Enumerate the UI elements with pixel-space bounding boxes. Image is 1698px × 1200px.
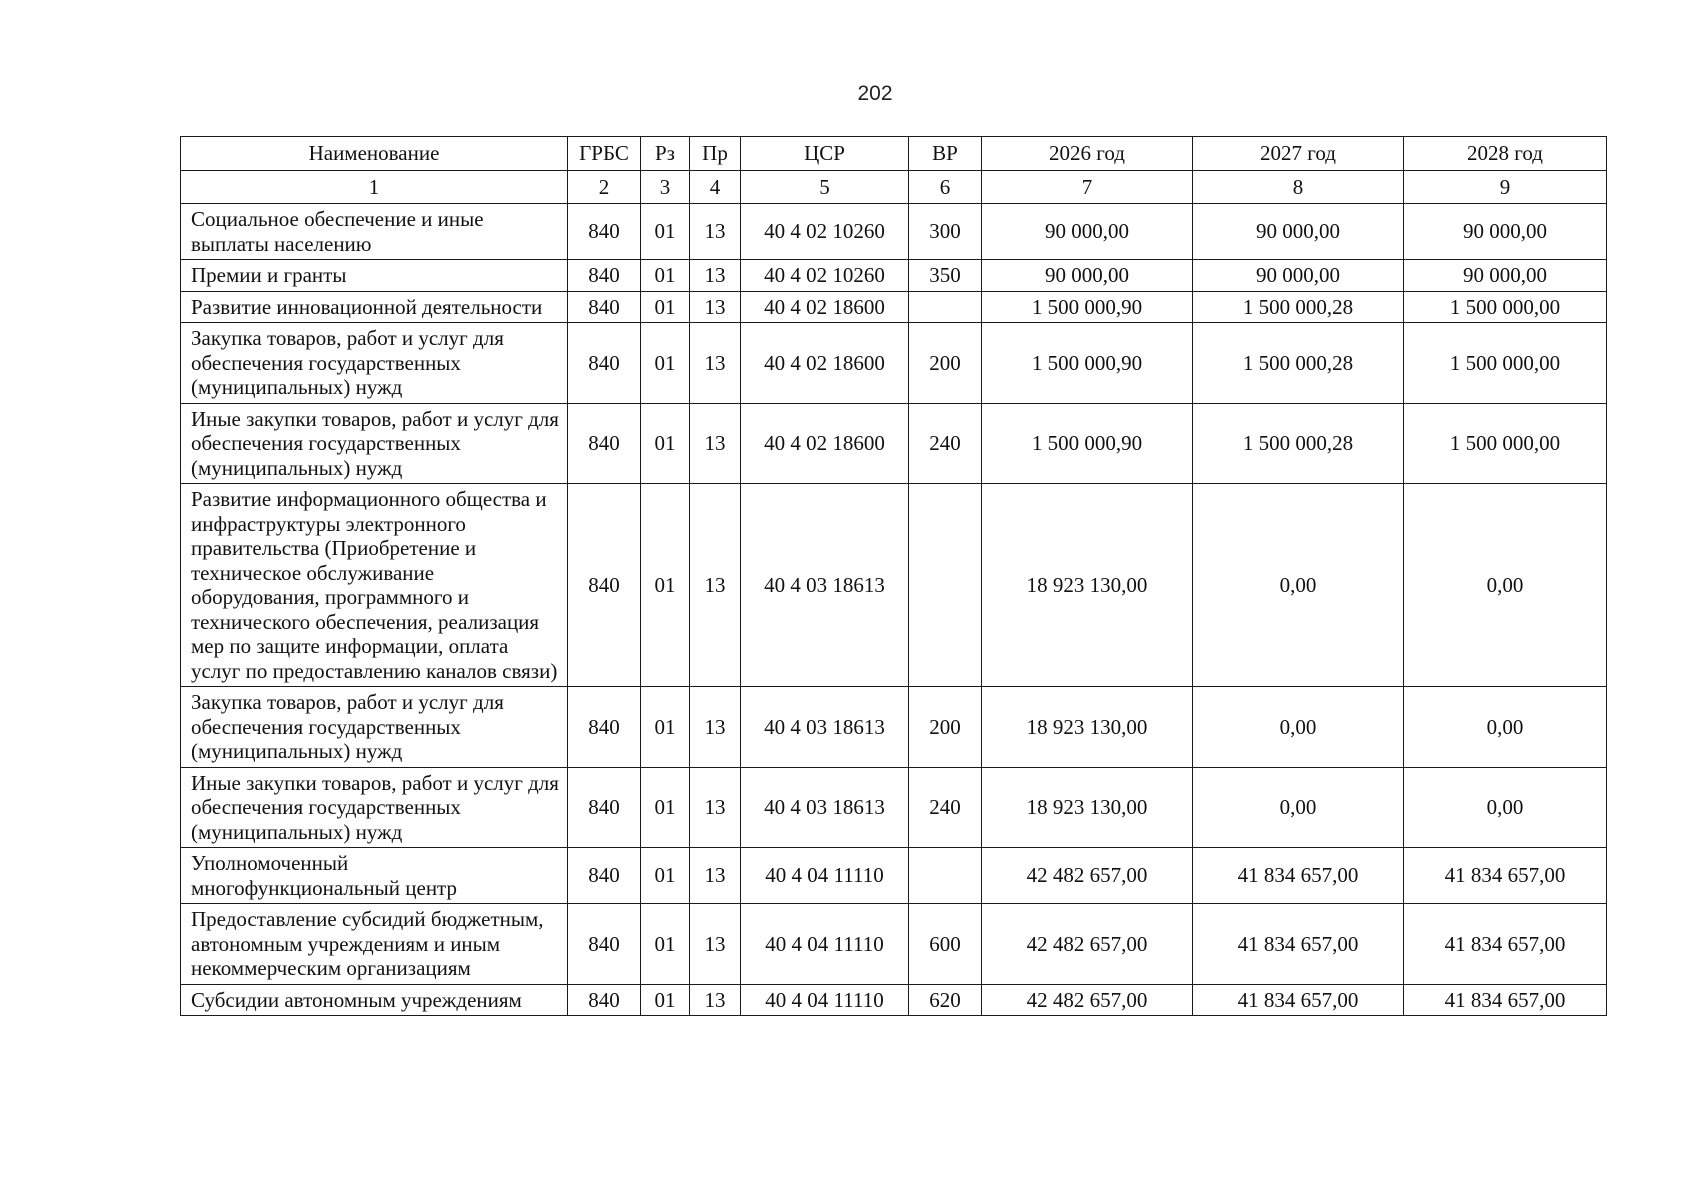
row-2028: 0,00 — [1404, 484, 1607, 687]
row-rz: 01 — [641, 904, 690, 985]
header-row — [181, 137, 1607, 171]
row-2027: 90 000,00 — [1193, 260, 1404, 292]
row-2028: 1 500 000,00 — [1404, 291, 1607, 323]
table-row — [181, 291, 1607, 323]
column-number: 8 — [1193, 171, 1404, 204]
row-csr: 40 4 02 10260 — [741, 204, 909, 260]
row-pr: 13 — [690, 687, 741, 768]
row-vr: 350 — [909, 260, 982, 292]
row-2027: 41 834 657,00 — [1193, 848, 1404, 904]
row-2026: 18 923 130,00 — [982, 687, 1193, 768]
row-2026: 1 500 000,90 — [982, 323, 1193, 404]
row-2027: 0,00 — [1193, 767, 1404, 848]
row-rz: 01 — [641, 484, 690, 687]
table-row — [181, 848, 1607, 904]
row-grbs: 840 — [568, 687, 641, 768]
header-vr: ВР — [909, 137, 982, 171]
row-vr — [909, 848, 982, 904]
row-pr: 13 — [690, 323, 741, 404]
row-rz: 01 — [641, 984, 690, 1016]
row-csr: 40 4 02 18600 — [741, 291, 909, 323]
row-name: Закупка товаров, работ и услуг для обеспечения государственных (муниципальных) нужд — [181, 687, 568, 768]
row-2026: 42 482 657,00 — [982, 984, 1193, 1016]
row-grbs: 840 — [568, 984, 641, 1016]
header-name: Наименование — [181, 137, 568, 171]
table-row — [181, 260, 1607, 292]
row-name: Социальное обеспечение и иные выплаты населению — [181, 204, 568, 260]
row-2026: 1 500 000,90 — [982, 291, 1193, 323]
column-number: 4 — [690, 171, 741, 204]
table-row — [181, 204, 1607, 260]
row-vr: 200 — [909, 687, 982, 768]
row-grbs: 840 — [568, 204, 641, 260]
row-csr: 40 4 03 18613 — [741, 687, 909, 768]
row-pr: 13 — [690, 403, 741, 484]
row-rz: 01 — [641, 291, 690, 323]
row-vr: 620 — [909, 984, 982, 1016]
row-grbs: 840 — [568, 848, 641, 904]
row-name: Предоставление субсидий бюджетным, автономным учреждениям и иным некоммерческим организациям — [181, 904, 568, 985]
row-pr: 13 — [690, 767, 741, 848]
row-2026: 18 923 130,00 — [982, 767, 1193, 848]
row-2027: 1 500 000,28 — [1193, 291, 1404, 323]
row-grbs: 840 — [568, 323, 641, 404]
row-vr: 240 — [909, 767, 982, 848]
row-2027: 1 500 000,28 — [1193, 323, 1404, 404]
row-csr: 40 4 04 11110 — [741, 984, 909, 1016]
column-number: 9 — [1404, 171, 1607, 204]
row-2028: 1 500 000,00 — [1404, 323, 1607, 404]
row-csr: 40 4 02 18600 — [741, 323, 909, 404]
row-rz: 01 — [641, 403, 690, 484]
row-vr: 600 — [909, 904, 982, 985]
budget-table — [180, 136, 1607, 1016]
row-name: Закупка товаров, работ и услуг для обеспечения государственных (муниципальных) нужд — [181, 323, 568, 404]
row-vr: 300 — [909, 204, 982, 260]
row-2028: 0,00 — [1404, 687, 1607, 768]
row-2028: 0,00 — [1404, 767, 1607, 848]
row-2027: 90 000,00 — [1193, 204, 1404, 260]
row-grbs: 840 — [568, 484, 641, 687]
row-rz: 01 — [641, 767, 690, 848]
row-pr: 13 — [690, 260, 741, 292]
row-name: Премии и гранты — [181, 260, 568, 292]
row-2028: 90 000,00 — [1404, 204, 1607, 260]
row-2026: 90 000,00 — [982, 260, 1193, 292]
header-pr: Пр — [690, 137, 741, 171]
row-pr: 13 — [690, 848, 741, 904]
row-name: Иные закупки товаров, работ и услуг для обеспечения государственных (муниципальных) нужд — [181, 767, 568, 848]
row-2028: 90 000,00 — [1404, 260, 1607, 292]
row-csr: 40 4 04 11110 — [741, 848, 909, 904]
row-2027: 0,00 — [1193, 687, 1404, 768]
table-row — [181, 984, 1607, 1016]
row-pr: 13 — [690, 204, 741, 260]
row-2026: 18 923 130,00 — [982, 484, 1193, 687]
column-number: 6 — [909, 171, 982, 204]
row-pr: 13 — [690, 291, 741, 323]
row-2026: 42 482 657,00 — [982, 904, 1193, 985]
row-2026: 90 000,00 — [982, 204, 1193, 260]
row-2028: 41 834 657,00 — [1404, 848, 1607, 904]
column-number: 1 — [181, 171, 568, 204]
row-csr: 40 4 03 18613 — [741, 767, 909, 848]
row-2028: 41 834 657,00 — [1404, 984, 1607, 1016]
row-csr: 40 4 04 11110 — [741, 904, 909, 985]
page-number: 202 — [857, 82, 893, 105]
column-number: 7 — [982, 171, 1193, 204]
row-grbs: 840 — [568, 904, 641, 985]
row-2027: 41 834 657,00 — [1193, 904, 1404, 985]
row-pr: 13 — [690, 484, 741, 687]
row-2028: 1 500 000,00 — [1404, 403, 1607, 484]
row-pr: 13 — [690, 904, 741, 985]
row-grbs: 840 — [568, 403, 641, 484]
header-rz: Рз — [641, 137, 690, 171]
table-row — [181, 687, 1607, 768]
row-2027: 41 834 657,00 — [1193, 984, 1404, 1016]
row-vr: 240 — [909, 403, 982, 484]
row-2026: 1 500 000,90 — [982, 403, 1193, 484]
row-name: Развитие инновационной деятельности — [181, 291, 568, 323]
row-2026: 42 482 657,00 — [982, 848, 1193, 904]
row-rz: 01 — [641, 687, 690, 768]
row-csr: 40 4 03 18613 — [741, 484, 909, 687]
row-name: Уполномоченный многофункциональный центр — [181, 848, 568, 904]
header-csr: ЦСР — [741, 137, 909, 171]
row-vr — [909, 484, 982, 687]
table-row — [181, 767, 1607, 848]
row-vr — [909, 291, 982, 323]
row-vr: 200 — [909, 323, 982, 404]
header-grbs: ГРБС — [568, 137, 641, 171]
column-number: 2 — [568, 171, 641, 204]
table-row — [181, 484, 1607, 687]
row-csr: 40 4 02 10260 — [741, 260, 909, 292]
row-pr: 13 — [690, 984, 741, 1016]
row-grbs: 840 — [568, 260, 641, 292]
header-2027: 2027 год — [1193, 137, 1404, 171]
header-2026: 2026 год — [982, 137, 1193, 171]
row-name: Развитие информационного общества и инфраструктуры электронного правительства (Приобретение и техническое обслуживание оборудования, программного и технического обеспечения, реализация мер по защите информации, оплата услуг по предоставлению каналов связи) — [181, 484, 568, 687]
column-number-row — [181, 171, 1607, 204]
row-2028: 41 834 657,00 — [1404, 904, 1607, 985]
row-name: Иные закупки товаров, работ и услуг для обеспечения государственных (муниципальных) нужд — [181, 403, 568, 484]
column-number: 3 — [641, 171, 690, 204]
row-rz: 01 — [641, 260, 690, 292]
table-row — [181, 323, 1607, 404]
table-row — [181, 904, 1607, 985]
row-grbs: 840 — [568, 767, 641, 848]
table-row — [181, 403, 1607, 484]
header-2028: 2028 год — [1404, 137, 1607, 171]
row-2027: 0,00 — [1193, 484, 1404, 687]
row-2027: 1 500 000,28 — [1193, 403, 1404, 484]
row-rz: 01 — [641, 848, 690, 904]
row-name: Субсидии автономным учреждениям — [181, 984, 568, 1016]
row-rz: 01 — [641, 323, 690, 404]
row-rz: 01 — [641, 204, 690, 260]
row-grbs: 840 — [568, 291, 641, 323]
row-csr: 40 4 02 18600 — [741, 403, 909, 484]
column-number: 5 — [741, 171, 909, 204]
